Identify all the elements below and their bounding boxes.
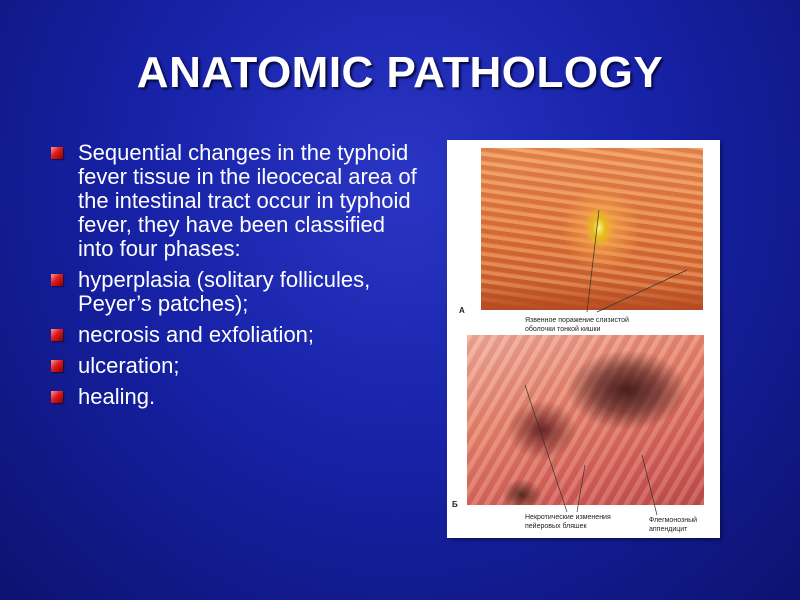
pathology-figure (447, 140, 720, 538)
panel-a-letter: А (459, 306, 465, 315)
bullet-item-healing (48, 385, 418, 409)
bullet-item-necrosis (48, 323, 418, 347)
bullet-list (48, 141, 418, 416)
slide-title: ANATOMIC PATHOLOGY (136, 48, 664, 97)
panel-b-caption-left: Некротические изменения пейеровых бляшек (525, 514, 611, 530)
bullet-text: healing. (78, 384, 156, 409)
bullet-item-ulceration (48, 354, 418, 378)
figure-pointer-lines (447, 140, 720, 538)
bullet-text: ulceration; (78, 353, 180, 378)
panel-b-caption-right: Флегмонозный аппендицит (649, 517, 698, 533)
red-square-bullet-icon (51, 360, 63, 372)
red-square-bullet-icon (51, 274, 63, 286)
bullet-text: hyperplasia (solitary follicules, Peyer’s patches); (78, 267, 371, 316)
bullet-item-intro (48, 141, 418, 261)
bullet-item-hyperplasia (48, 268, 418, 316)
red-square-bullet-icon (51, 147, 63, 159)
panel-b-letter: Б (452, 500, 458, 509)
panel-a-caption: Язвенное поражение слизистой оболочки тонкой кишки (525, 317, 629, 333)
red-square-bullet-icon (51, 329, 63, 341)
bullet-text: Sequential changes in the typhoid fever tissue in the ileocecal area of the intestinal tract occur in typhoid fever, they have been classified into four phases: (78, 140, 417, 261)
red-square-bullet-icon (51, 391, 63, 403)
bullet-text: necrosis and exfoliation; (78, 322, 315, 347)
